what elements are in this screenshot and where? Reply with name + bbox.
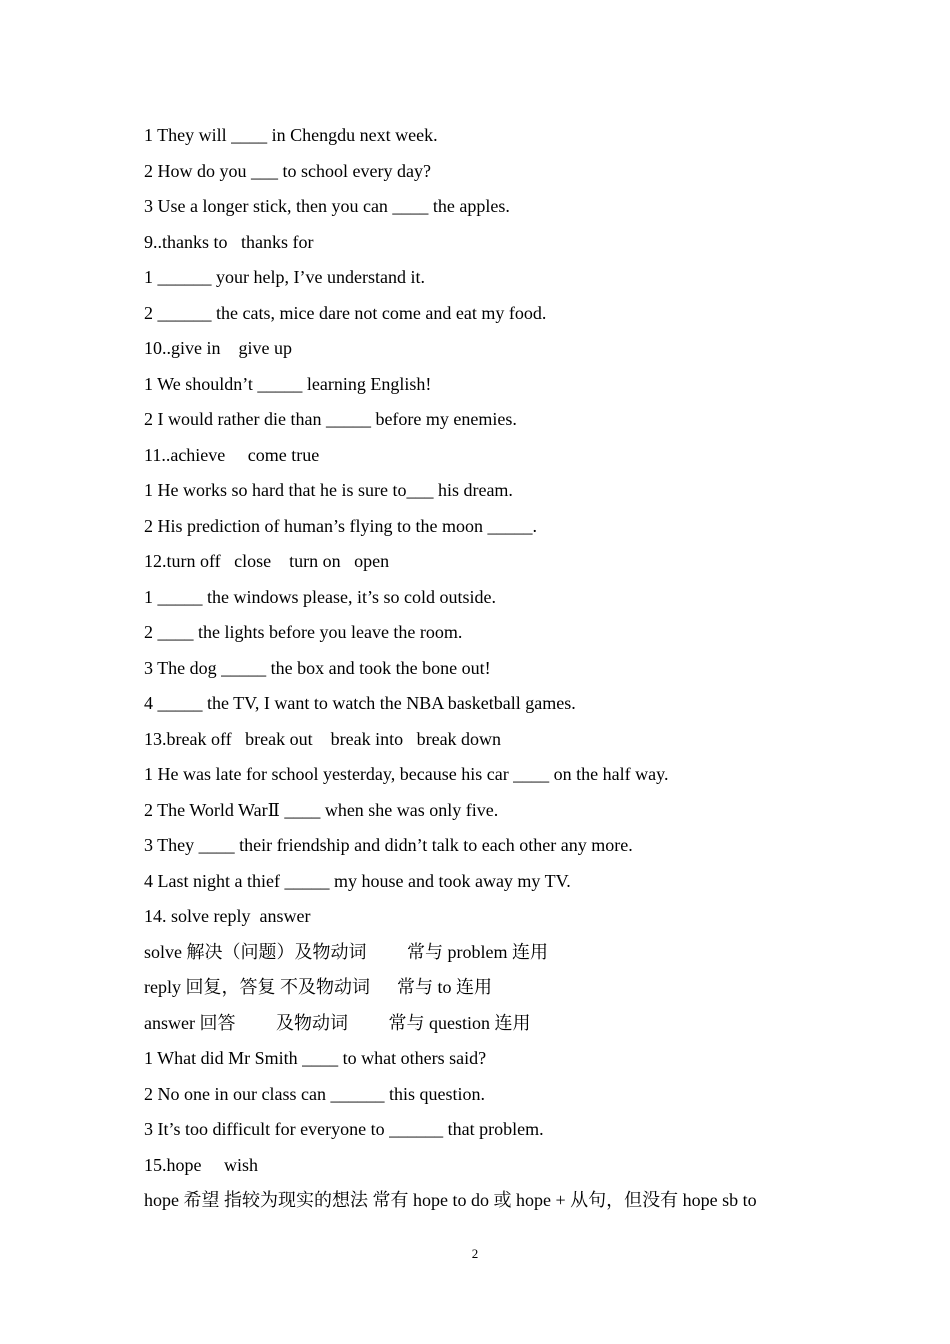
text-line: 1 _____ the windows please, it’s so cold outside.: [144, 586, 496, 607]
text-line: 2 The World WarⅡ ____ when she was only five.: [144, 799, 499, 820]
section-heading: 12.turn off close turn on open: [144, 551, 390, 571]
text-line: 2 ____ the lights before you leave the room.: [144, 622, 463, 642]
section-heading: 15.hope wish: [144, 1154, 258, 1175]
text-line: 2 ______ the cats, mice dare not come and eat my food.: [144, 302, 547, 323]
text-line: 1 He was late for school yesterday, because his car ____ on the half way.: [144, 764, 669, 784]
text-line: 1 We shouldn’t _____ learning English!: [144, 373, 432, 394]
section-heading: 9..thanks to thanks for: [144, 231, 314, 252]
text-line: 1 What did Mr Smith ____ to what others said?: [144, 1048, 487, 1068]
section-heading: 13.break off break out break into break down: [144, 728, 502, 749]
definition-line: solve 解决（问题）及物动词 常与 problem 连用: [144, 941, 548, 962]
text-line: 2 No one in our class can ______ this question.: [144, 1083, 485, 1104]
text-line: 4 Last night a thief _____ my house and took away my TV.: [144, 870, 571, 891]
text-line: 4 _____ the TV, I want to watch the NBA basketball games.: [144, 693, 576, 713]
text-line: 2 How do you ___ to school every day?: [144, 160, 431, 181]
text-line: 1 They will ____ in Chengdu next week.: [144, 125, 438, 145]
definition-line: hope 希望 指较为现实的想法 常有 hope to do 或 hope + 从句，但没有 hope sb to: [144, 1190, 757, 1210]
text-line: 3 The dog _____ the box and took the bone out!: [144, 657, 491, 678]
text-line: 2 I would rather die than _____ before my enemies.: [144, 409, 517, 429]
section-heading: 14. solve reply answer: [144, 906, 311, 926]
page-number: 2: [471, 1246, 479, 1261]
text-line: 1 He works so hard that he is sure to___ his dream.: [144, 480, 513, 500]
document-body: [144, 118, 844, 1219]
text-line: 2 His prediction of human’s flying to the moon _____.: [144, 515, 537, 536]
definition-line: reply 回复，答复 不及物动词 常与 to 连用: [144, 977, 492, 997]
definition-line: answer 回答 及物动词 常与 question 连用: [144, 1012, 531, 1033]
section-heading: 10..give in give up: [144, 338, 292, 358]
text-line: 3 It’s too difficult for everyone to ______ that problem.: [144, 1119, 544, 1139]
section-heading: 11..achieve come true: [144, 444, 320, 465]
text-line: 1 ______ your help, I’ve understand it.: [144, 267, 425, 287]
text-line: 3 Use a longer stick, then you can ____ the apples.: [144, 196, 510, 216]
text-line: 3 They ____ their friendship and didn’t talk to each other any more.: [144, 835, 633, 855]
